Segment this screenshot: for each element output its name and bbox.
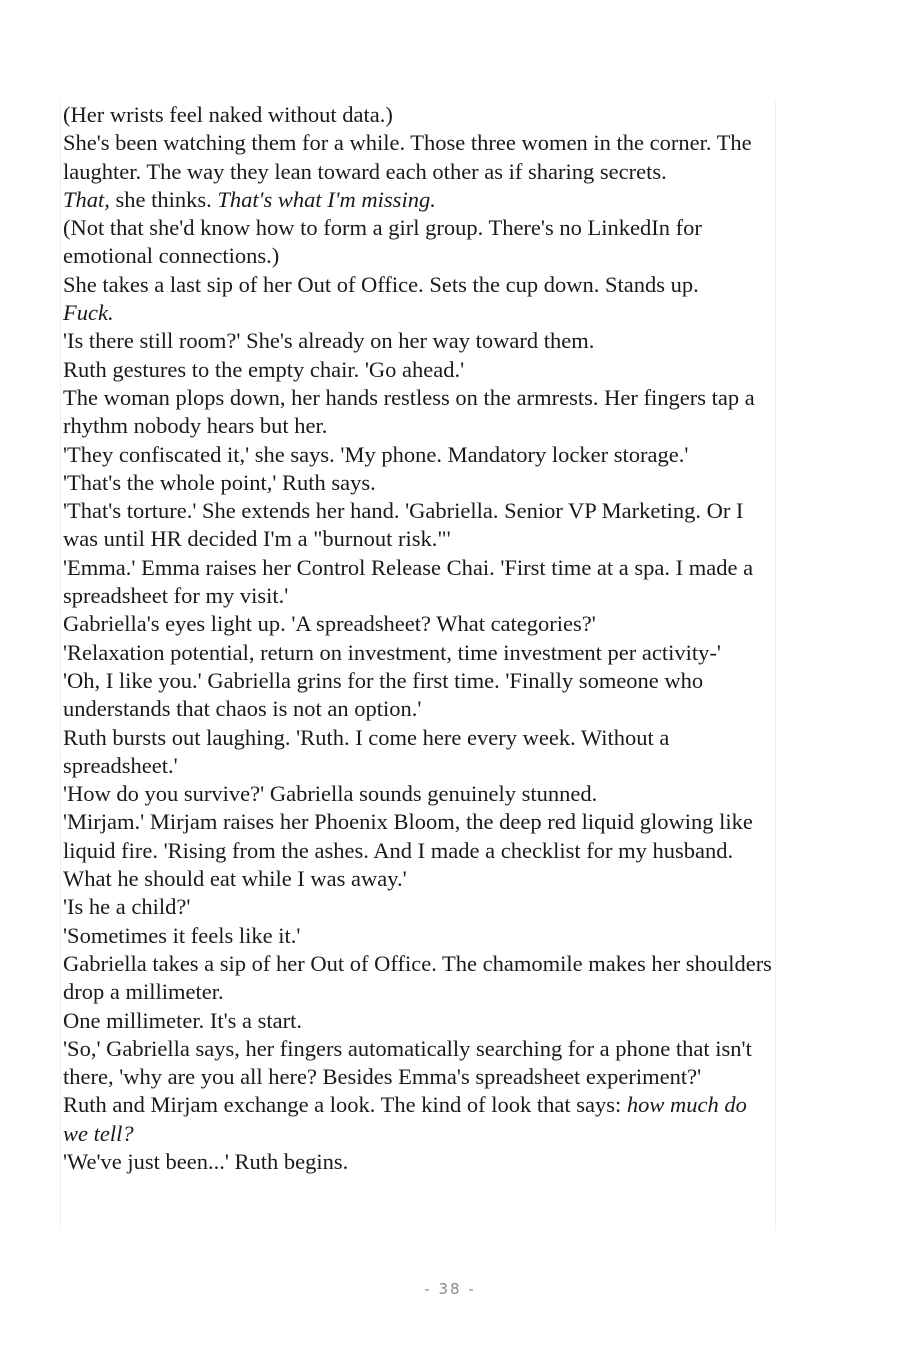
text-segment: 'Is he a child?' (63, 894, 191, 920)
text-segment: Gabriella's eyes light up. 'A spreadsheet? What categories?' (63, 611, 596, 637)
paragraph (63, 554, 775, 611)
paragraph (63, 893, 775, 921)
paragraph (63, 186, 775, 214)
text-segment: (Not that she'd know how to form a girl group. There's no LinkedIn for emotional connections.) (63, 215, 702, 269)
page-number: - 38 - (424, 1280, 476, 1298)
text-segment: She's been watching them for a while. Those three women in the corner. The laughter. The way they lean toward each other as if sharing secrets. (63, 130, 752, 184)
text-segment: 'Mirjam.' Mirjam raises her Phoenix Bloom, the deep red liquid glowing like liquid fire. 'Rising from the ashes. And I made a checklist for my husband. What he should eat while I was away.' (63, 809, 753, 892)
paragraph (63, 271, 775, 299)
text-segment: (Her wrists feel naked without data.) (63, 102, 393, 127)
text-segment: Ruth and Mirjam exchange a look. The kind of look that says: (63, 1092, 627, 1118)
text-segment: 'How do you survive?' Gabriella sounds genuinely stunned. (63, 781, 598, 807)
text-segment: 'We've just been...' Ruth begins. (63, 1148, 349, 1174)
paragraph (63, 950, 775, 1007)
paragraph (63, 497, 775, 554)
paragraph (63, 667, 775, 724)
paragraph (63, 1091, 775, 1148)
paragraph (63, 780, 775, 808)
text-segment: 'Is there still room?' She's already on her way toward them. (63, 328, 595, 354)
text-segment: 'Emma.' Emma raises her Control Release Chai. 'First time at a spa. I made a spreadsheet for my visit.' (63, 554, 754, 609)
italic-text: how much do we tell? (63, 1092, 747, 1146)
paragraph (63, 101, 775, 129)
text-segment: Ruth bursts out laughing. 'Ruth. I come here every week. Without a spreadsheet.' (63, 724, 670, 778)
text-segment: She takes a last sip of her Out of Office. Sets the cup down. Stands up. (63, 271, 699, 297)
text-segment: One millimeter. It's a start. (63, 1007, 302, 1033)
paragraph (63, 129, 775, 186)
paragraph (63, 299, 775, 327)
text-segment: The woman plops down, her hands restless on the armrests. Her fingers tap a rhythm nobody hears but her. (63, 384, 755, 439)
paragraph (63, 610, 775, 638)
paragraph (63, 327, 775, 355)
text-segment: 'Sometimes it feels like it.' (63, 922, 301, 948)
text-segment: 'So,' Gabriella says, her fingers automatically searching for a phone that isn't there, 'why are you all here? Besides Emma's spreadsheet experiment?' (63, 1035, 752, 1090)
text-segment: 'Oh, I like you.' Gabriella grins for the first time. 'Finally someone who understands that chaos is not an option.' (63, 667, 704, 722)
paragraph (63, 639, 775, 667)
text-segment: Gabriella takes a sip of her Out of Office. The chamomile makes her shoulders drop a millimeter. (63, 950, 772, 1005)
paragraph (63, 441, 775, 469)
text-segment: she thinks. (109, 186, 218, 212)
body-text (60, 101, 776, 1230)
paragraph (63, 214, 775, 271)
paragraph (63, 384, 775, 441)
paragraph (63, 1148, 775, 1176)
text-segment: 'Relaxation potential, return on investment, time investment per activity-' (63, 639, 721, 665)
paragraph (63, 469, 775, 497)
paragraph (63, 724, 775, 781)
paragraph (63, 1035, 775, 1092)
paragraph (63, 922, 775, 950)
text-segment: 'They confiscated it,' she says. 'My phone. Mandatory locker storage.' (63, 441, 689, 467)
text-segment: 'That's the whole point,' Ruth says. (63, 469, 376, 495)
italic-text: That, (63, 186, 110, 212)
italic-text: That's what I'm missing. (217, 186, 436, 212)
italic-text: Fuck. (63, 300, 114, 326)
text-segment: 'That's torture.' She extends her hand. 'Gabriella. Senior VP Marketing. Or I was until HR decided I'm a "burnout risk."' (63, 498, 744, 552)
paragraph (63, 356, 775, 384)
paragraph (63, 808, 775, 893)
text-segment: Ruth gestures to the empty chair. 'Go ahead.' (63, 356, 465, 382)
paragraph (63, 1007, 775, 1035)
